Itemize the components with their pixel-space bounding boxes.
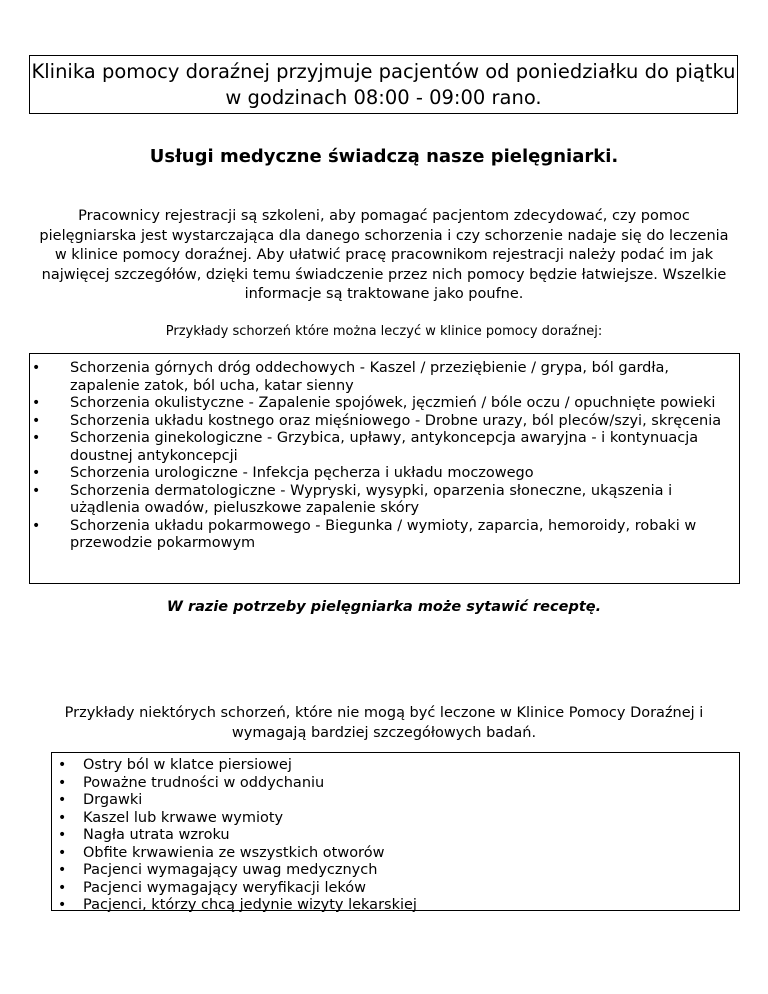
opening-hours-text: Klinika pomocy doraźnej przyjmuje pacjentów od poniedziałku do piątku w godzinach 08:00 - 09:00 rano.: [31, 60, 736, 109]
list-item-text: Schorzenia górnych dróg oddechowych - Kaszel / przeziębienie / grypa, ból gardła, zapalenie zatok, ból ucha, katar sienny: [70, 360, 669, 394]
bullet-icon: •: [58, 844, 67, 861]
bullet-icon: •: [32, 395, 41, 411]
list-item-text: Nagła utrata wzroku: [83, 827, 230, 843]
list-item: [30, 360, 731, 395]
list-item-text: Schorzenia układu pokarmowego - Biegunka / wymioty, zaparcia, hemoroidy, robaki w przewodzie pokarmowym: [70, 517, 697, 551]
list-item-text: Pacjenci wymagający uwag medycznych: [83, 862, 378, 878]
bullet-icon: •: [58, 862, 67, 878]
list-item: [52, 792, 739, 810]
bullet-icon: •: [58, 809, 67, 826]
list-item-text: Ostry ból w klatce piersiowej: [83, 757, 292, 773]
non-treatable-conditions-list: [52, 753, 739, 915]
list-item: [52, 862, 739, 880]
bullet-icon: •: [32, 412, 41, 429]
list-item: [30, 430, 731, 465]
list-item-text: Pacjenci wymagający weryfikacji leków: [83, 879, 366, 896]
page-heading: Usługi medyczne świadczą nasze pielęgniarki.: [149, 146, 619, 167]
intro-paragraph: Pracownicy rejestracji są szkoleni, aby pomagać pacjentom zdecydować, czy pomoc pielęgniarska jest wystarczająca dla danego schorzenia i czy schorzenie nadaje się do leczenia w klinice pomocy doraźnej. Aby ułatwić pracę pracownikom rejestracji należy podać im jak najwięcej szczegółów, dzięki temu świadczenie przez nich pomocy będzie łatwiejsze. Wszelkie informacje są traktowane jako poufne.: [39, 208, 729, 302]
bullet-icon: •: [58, 792, 67, 808]
list-item: [52, 810, 739, 828]
list-item-text: Pacjenci, którzy chcą jedynie wizyty lekarskiej: [83, 897, 417, 913]
bullet-icon: •: [32, 482, 41, 499]
list-item: [30, 483, 731, 518]
bullet-icon: •: [32, 360, 41, 376]
list-item: [52, 757, 739, 775]
list-item-text: Kaszel lub krwawe wymioty: [83, 809, 284, 826]
bullet-icon: •: [58, 774, 67, 791]
list-item-text: Obfite krwawienia ze wszystkich otworów: [83, 844, 385, 861]
list-item: [52, 827, 739, 845]
bullet-icon: •: [58, 897, 67, 913]
list-item: [52, 897, 739, 915]
opening-hours-notice: [29, 55, 738, 114]
list-item-text: Schorzenia urologiczne - Infekcja pęcherza i układu moczowego: [70, 465, 534, 481]
bullet-icon: •: [32, 465, 41, 481]
list-item: [30, 395, 731, 413]
bullet-icon: •: [58, 827, 67, 843]
list-item-text: Schorzenia układu kostnego oraz mięśniowego - Drobne urazy, ból pleców/szyi, skręcenia: [70, 412, 722, 429]
prescription-note: W razie potrzeby pielęgniarka może sytawić receptę.: [166, 599, 602, 615]
list-item: [30, 518, 731, 553]
non-treatable-conditions-box: [51, 752, 740, 911]
treatable-examples-label: Przykłady schorzeń które można leczyć w klinice pomocy doraźnej:: [165, 324, 603, 339]
list-item-text: Poważne trudności w oddychaniu: [83, 774, 325, 791]
bullet-icon: •: [32, 517, 41, 534]
list-item-text: Schorzenia ginekologiczne - Grzybica, upławy, antykoncepcja awaryjna - i kontynuacja doustnej antykoncepcji: [70, 430, 699, 464]
bullet-icon: •: [58, 757, 67, 773]
list-item: [52, 880, 739, 898]
list-item: [52, 845, 739, 863]
list-item: [30, 413, 731, 431]
non-treatable-examples-label: Przykłady niektórych schorzeń, które nie mogą być leczone w Klinice Pomocy Doraźnej i wymagają bardziej szczegółowych badań.: [64, 705, 704, 741]
bullet-icon: •: [58, 879, 67, 896]
bullet-icon: •: [32, 430, 41, 446]
treatable-conditions-box: [29, 353, 740, 584]
treatable-conditions-list: [30, 354, 739, 553]
list-item-text: Drgawki: [83, 792, 143, 808]
list-item-text: Schorzenia okulistyczne - Zapalenie spojówek, jęczmień / bóle oczu / opuchnięte powieki: [70, 395, 716, 411]
list-item-text: Schorzenia dermatologiczne - Wypryski, wysypki, oparzenia słoneczne, ukąszenia i użądlenia owadów, pieluszkowe zapalenie skóry: [70, 482, 673, 516]
list-item: [52, 775, 739, 793]
list-item: [30, 465, 731, 483]
